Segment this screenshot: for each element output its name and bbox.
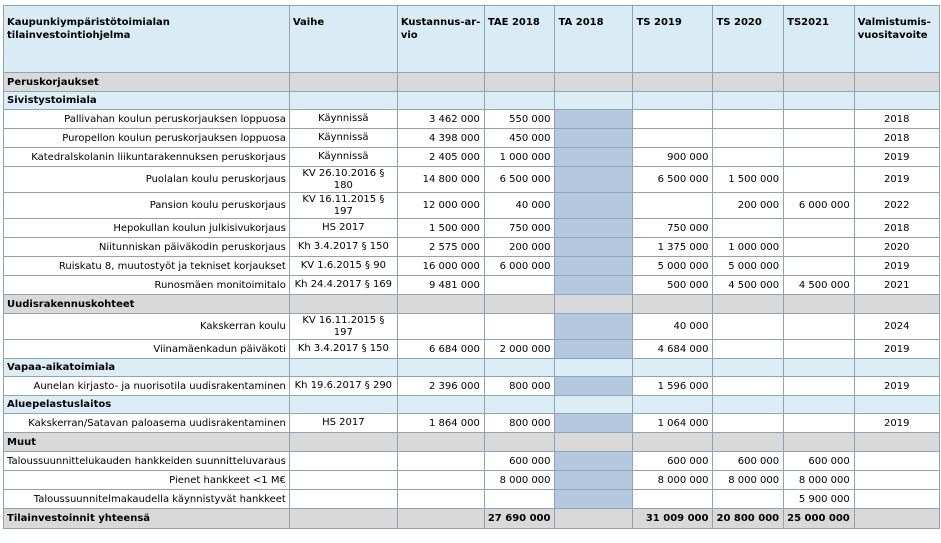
empty-cell <box>555 359 633 377</box>
ts-2019-cell <box>633 110 713 129</box>
ts-2020-cell <box>713 414 784 433</box>
header-tae-2018: TAE 2018 <box>484 6 555 73</box>
valmistumisvuosi-cell <box>854 490 939 509</box>
kustannusarvio-cell: 4 398 000 <box>397 129 484 148</box>
valmistumisvuosi-cell: 2018 <box>854 219 939 238</box>
ts-2021-cell: 5 900 000 <box>784 490 855 509</box>
vaihe-cell: KV 1.6.2015 § 90 <box>289 257 397 276</box>
empty-cell <box>397 433 484 452</box>
vaihe-cell: Käynnissä <box>289 129 397 148</box>
empty-cell <box>289 73 397 92</box>
tae-2018-cell: 800 000 <box>484 414 555 433</box>
kustannusarvio-cell <box>397 471 484 490</box>
empty-cell <box>555 433 633 452</box>
tae-2018-cell <box>484 490 555 509</box>
ts-2021-cell <box>784 129 855 148</box>
vaihe-cell <box>289 509 397 529</box>
project-name-cell: Aunelan kirjasto- ja nuorisotila uudisrakentaminen <box>4 377 290 396</box>
empty-cell <box>555 396 633 414</box>
header-ts-2020: TS 2020 <box>713 6 784 73</box>
vaihe-cell: KV 16.11.2015 § 197 <box>289 314 397 340</box>
project-name-cell: Runosmäen monitoimitalo <box>4 276 290 295</box>
empty-cell <box>633 295 713 314</box>
ts-2019-cell: 750 000 <box>633 219 713 238</box>
table-row <box>4 167 940 193</box>
empty-cell <box>854 433 939 452</box>
tae-2018-cell: 750 000 <box>484 219 555 238</box>
empty-cell <box>289 433 397 452</box>
section-label: Uudisrakennuskohteet <box>4 295 290 314</box>
ts-2021-cell: 6 000 000 <box>784 193 855 219</box>
ts-2020-cell <box>713 490 784 509</box>
ta-2018-cell <box>555 276 633 295</box>
project-name-cell: Pallivahan koulun peruskorjauksen loppuosa <box>4 110 290 129</box>
header-row <box>4 6 940 73</box>
valmistumisvuosi-cell: 2019 <box>854 148 939 167</box>
kustannusarvio-cell: 3 462 000 <box>397 110 484 129</box>
ts-2020-cell <box>713 129 784 148</box>
empty-cell <box>713 433 784 452</box>
empty-cell <box>555 295 633 314</box>
vaihe-cell: KV 16.11.2015 § 197 <box>289 193 397 219</box>
empty-cell <box>397 73 484 92</box>
ts-2020-cell: 8 000 000 <box>713 471 784 490</box>
ts-2020-cell <box>713 377 784 396</box>
empty-cell <box>289 92 397 110</box>
ts-2020-cell: 5 000 000 <box>713 257 784 276</box>
project-name-cell: Pienet hankkeet <1 M€ <box>4 471 290 490</box>
empty-cell <box>784 73 855 92</box>
empty-cell <box>784 433 855 452</box>
table-row <box>4 414 940 433</box>
table-row <box>4 377 940 396</box>
project-name-cell: Hepokullan koulun julkisivukorjaus <box>4 219 290 238</box>
table-row <box>4 276 940 295</box>
ta-2018-cell <box>555 414 633 433</box>
ts-2021-cell <box>784 238 855 257</box>
valmistumisvuosi-cell: 2020 <box>854 238 939 257</box>
kustannusarvio-cell: 14 800 000 <box>397 167 484 193</box>
header-ts-2019: TS 2019 <box>633 6 713 73</box>
vaihe-cell <box>289 452 397 471</box>
valmistumisvuosi-cell: 2019 <box>854 414 939 433</box>
empty-cell <box>713 73 784 92</box>
ts-2019-cell: 1 064 000 <box>633 414 713 433</box>
empty-cell <box>854 295 939 314</box>
vaihe-cell: Käynnissä <box>289 148 397 167</box>
ta-2018-cell <box>555 490 633 509</box>
valmistumisvuosi-cell <box>854 452 939 471</box>
valmistumisvuosi-cell: 2018 <box>854 129 939 148</box>
vaihe-cell <box>289 490 397 509</box>
ta-2018-cell <box>555 110 633 129</box>
ta-2018-cell <box>555 257 633 276</box>
empty-cell <box>854 359 939 377</box>
section-label: Aluepelastuslaitos <box>4 396 290 414</box>
ta-2018-cell <box>555 193 633 219</box>
table-row <box>4 257 940 276</box>
ts-2019-cell: 4 684 000 <box>633 340 713 359</box>
empty-cell <box>555 73 633 92</box>
header-valmistumisvuosi: Valmistumis-vuositavoite <box>854 6 939 73</box>
project-name-cell: Puolalan koulu peruskorjaus <box>4 167 290 193</box>
ts-2020-cell <box>713 314 784 340</box>
empty-cell <box>713 359 784 377</box>
ts-2020-cell: 1 000 000 <box>713 238 784 257</box>
table-row <box>4 110 940 129</box>
empty-cell <box>555 92 633 110</box>
tae-2018-cell: 600 000 <box>484 452 555 471</box>
ts-2021-cell <box>784 110 855 129</box>
empty-cell <box>633 92 713 110</box>
ts-2019-cell: 1 375 000 <box>633 238 713 257</box>
project-name-cell: Katedralskolanin liikuntarakennuksen peruskorjaus <box>4 148 290 167</box>
kustannusarvio-cell: 1 500 000 <box>397 219 484 238</box>
ts-2019-cell: 1 596 000 <box>633 377 713 396</box>
tae-2018-cell: 2 000 000 <box>484 340 555 359</box>
vaihe-cell: Kh 19.6.2017 § 290 <box>289 377 397 396</box>
kustannusarvio-cell: 2 405 000 <box>397 148 484 167</box>
table-row <box>4 452 940 471</box>
ts-2020-cell: 200 000 <box>713 193 784 219</box>
header-vaihe: Vaihe <box>289 6 397 73</box>
kustannusarvio-cell <box>397 452 484 471</box>
empty-cell <box>397 295 484 314</box>
vaihe-cell: Käynnissä <box>289 110 397 129</box>
ts-2020-cell <box>713 219 784 238</box>
empty-cell <box>784 92 855 110</box>
ts-2019-cell: 6 500 000 <box>633 167 713 193</box>
table-row <box>4 129 940 148</box>
vaihe-cell: HS 2017 <box>289 414 397 433</box>
ts-2021-cell: 600 000 <box>784 452 855 471</box>
ts-2019-cell <box>633 490 713 509</box>
valmistumisvuosi-cell: 2019 <box>854 257 939 276</box>
project-name-cell: Puropellon koulun peruskorjauksen loppuosa <box>4 129 290 148</box>
subsection-header-row <box>4 396 940 414</box>
empty-cell <box>397 396 484 414</box>
subsection-header-row <box>4 359 940 377</box>
total-row <box>4 509 940 529</box>
valmistumisvuosi-cell: 2019 <box>854 340 939 359</box>
kustannusarvio-cell: 6 684 000 <box>397 340 484 359</box>
tae-2018-cell: 1 000 000 <box>484 148 555 167</box>
ts-2019-cell: 5 000 000 <box>633 257 713 276</box>
tae-2018-cell: 200 000 <box>484 238 555 257</box>
tae-2018-cell: 800 000 <box>484 377 555 396</box>
table-body <box>4 73 940 529</box>
project-name-cell: Ruiskatu 8, muutostyöt ja tekniset korjaukset <box>4 257 290 276</box>
empty-cell <box>484 73 555 92</box>
project-name-cell: Kakskerran/Satavan paloasema uudisrakentaminen <box>4 414 290 433</box>
header-ts-2021: TS2021 <box>784 6 855 73</box>
ts-2020-cell: 600 000 <box>713 452 784 471</box>
valmistumisvuosi-cell: 2021 <box>854 276 939 295</box>
empty-cell <box>854 396 939 414</box>
section-label: Peruskorjaukset <box>4 73 290 92</box>
empty-cell <box>854 92 939 110</box>
ts-2021-cell <box>784 257 855 276</box>
empty-cell <box>633 359 713 377</box>
tae-2018-cell: 40 000 <box>484 193 555 219</box>
ts-2021-cell: 25 000 000 <box>784 509 855 529</box>
empty-cell <box>484 295 555 314</box>
ts-2020-cell: 20 800 000 <box>713 509 784 529</box>
table-row <box>4 238 940 257</box>
valmistumisvuosi-cell: 2019 <box>854 167 939 193</box>
tae-2018-cell: 550 000 <box>484 110 555 129</box>
empty-cell <box>633 73 713 92</box>
empty-cell <box>397 92 484 110</box>
kustannusarvio-cell <box>397 490 484 509</box>
section-header-row <box>4 433 940 452</box>
valmistumisvuosi-cell <box>854 509 939 529</box>
ts-2019-cell: 600 000 <box>633 452 713 471</box>
ts-2019-cell: 31 009 000 <box>633 509 713 529</box>
project-name-cell: Pansion koulu peruskorjaus <box>4 193 290 219</box>
vaihe-cell: Kh 3.4.2017 § 150 <box>289 238 397 257</box>
ta-2018-cell <box>555 129 633 148</box>
empty-cell <box>484 359 555 377</box>
ta-2018-cell <box>555 167 633 193</box>
ta-2018-cell <box>555 509 633 529</box>
tae-2018-cell: 27 690 000 <box>484 509 555 529</box>
empty-cell <box>713 396 784 414</box>
valmistumisvuosi-cell: 2024 <box>854 314 939 340</box>
empty-cell <box>289 295 397 314</box>
ts-2021-cell <box>784 148 855 167</box>
ta-2018-cell <box>555 471 633 490</box>
ts-2020-cell: 1 500 000 <box>713 167 784 193</box>
section-header-row <box>4 295 940 314</box>
project-name-cell: Tilainvestoinnit yhteensä <box>4 509 290 529</box>
ts-2021-cell <box>784 314 855 340</box>
empty-cell <box>633 433 713 452</box>
vaihe-cell: HS 2017 <box>289 219 397 238</box>
tae-2018-cell <box>484 276 555 295</box>
project-name-cell: Niitunniskan päiväkodin peruskorjaus <box>4 238 290 257</box>
kustannusarvio-cell: 2 396 000 <box>397 377 484 396</box>
table-row <box>4 193 940 219</box>
project-name-cell: Taloussuunnittelukauden hankkeiden suunnitteluvaraus <box>4 452 290 471</box>
subsection-header-row <box>4 92 940 110</box>
table-row <box>4 219 940 238</box>
ta-2018-cell <box>555 340 633 359</box>
investment-table-container <box>3 5 940 529</box>
valmistumisvuosi-cell: 2018 <box>854 110 939 129</box>
ts-2021-cell: 4 500 000 <box>784 276 855 295</box>
ta-2018-cell <box>555 238 633 257</box>
vaihe-cell: Kh 24.4.2017 § 169 <box>289 276 397 295</box>
vaihe-cell <box>289 471 397 490</box>
empty-cell <box>784 359 855 377</box>
kustannusarvio-cell: 12 000 000 <box>397 193 484 219</box>
valmistumisvuosi-cell: 2019 <box>854 377 939 396</box>
ts-2021-cell <box>784 219 855 238</box>
section-header-row <box>4 73 940 92</box>
ts-2021-cell <box>784 340 855 359</box>
empty-cell <box>784 396 855 414</box>
ts-2019-cell: 8 000 000 <box>633 471 713 490</box>
table-row <box>4 340 940 359</box>
empty-cell <box>289 396 397 414</box>
ta-2018-cell <box>555 452 633 471</box>
ts-2020-cell <box>713 340 784 359</box>
section-label: Muut <box>4 433 290 452</box>
empty-cell <box>484 433 555 452</box>
kustannusarvio-cell: 9 481 000 <box>397 276 484 295</box>
section-label: Vapaa-aikatoimiala <box>4 359 290 377</box>
kustannusarvio-cell <box>397 314 484 340</box>
project-name-cell: Kakskerran koulu <box>4 314 290 340</box>
valmistumisvuosi-cell <box>854 471 939 490</box>
table-row <box>4 490 940 509</box>
ts-2020-cell <box>713 148 784 167</box>
table-row <box>4 314 940 340</box>
header-title: Kaupunkiympäristötoimialan tilainvestointiohjelma <box>4 6 290 73</box>
empty-cell <box>784 295 855 314</box>
ts-2019-cell: 900 000 <box>633 148 713 167</box>
section-label: Sivistystoimiala <box>4 92 290 110</box>
table-row <box>4 148 940 167</box>
ts-2019-cell: 40 000 <box>633 314 713 340</box>
empty-cell <box>854 73 939 92</box>
ta-2018-cell <box>555 219 633 238</box>
empty-cell <box>484 396 555 414</box>
empty-cell <box>713 295 784 314</box>
empty-cell <box>397 359 484 377</box>
project-name-cell: Viinamäenkadun päiväkoti <box>4 340 290 359</box>
ts-2021-cell <box>784 167 855 193</box>
ts-2019-cell <box>633 193 713 219</box>
ts-2021-cell <box>784 414 855 433</box>
ta-2018-cell <box>555 314 633 340</box>
project-name-cell: Taloussuunnitelmakaudella käynnistyvät hankkeet <box>4 490 290 509</box>
empty-cell <box>713 92 784 110</box>
kustannusarvio-cell: 2 575 000 <box>397 238 484 257</box>
ts-2020-cell <box>713 110 784 129</box>
ts-2021-cell <box>784 377 855 396</box>
investment-program-table <box>3 5 940 529</box>
valmistumisvuosi-cell: 2022 <box>854 193 939 219</box>
kustannusarvio-cell: 16 000 000 <box>397 257 484 276</box>
ts-2019-cell: 500 000 <box>633 276 713 295</box>
empty-cell <box>289 359 397 377</box>
ta-2018-cell <box>555 377 633 396</box>
kustannusarvio-cell <box>397 509 484 529</box>
header-kustannusarvio: Kustannus-ar-vio <box>397 6 484 73</box>
vaihe-cell: KV 26.10.2016 § 180 <box>289 167 397 193</box>
empty-cell <box>633 396 713 414</box>
tae-2018-cell: 6 500 000 <box>484 167 555 193</box>
tae-2018-cell <box>484 314 555 340</box>
vaihe-cell: Kh 3.4.2017 § 150 <box>289 340 397 359</box>
ts-2020-cell: 4 500 000 <box>713 276 784 295</box>
tae-2018-cell: 6 000 000 <box>484 257 555 276</box>
table-row <box>4 471 940 490</box>
tae-2018-cell: 8 000 000 <box>484 471 555 490</box>
kustannusarvio-cell: 1 864 000 <box>397 414 484 433</box>
ts-2021-cell: 8 000 000 <box>784 471 855 490</box>
empty-cell <box>484 92 555 110</box>
header-ta-2018: TA 2018 <box>555 6 633 73</box>
ts-2019-cell <box>633 129 713 148</box>
tae-2018-cell: 450 000 <box>484 129 555 148</box>
ta-2018-cell <box>555 148 633 167</box>
